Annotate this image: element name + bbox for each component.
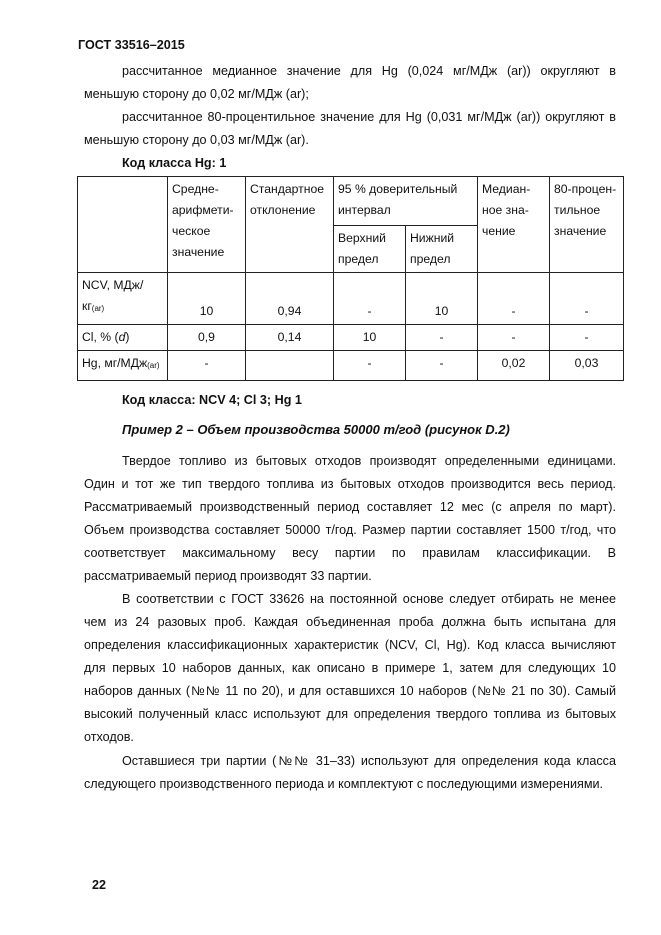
table-header-empty [78, 177, 168, 273]
cell-p80: 0,03 [550, 351, 624, 381]
paragraph-remaining: Оставшиеся три партии (№№ 31–33) используют для определения кода класса следующего производственного периода и комплектуют с последующими измерениями. [84, 754, 616, 791]
cell-mean: - [168, 351, 246, 381]
table-row [78, 325, 624, 351]
cell-std: 0,94 [246, 273, 334, 325]
paragraph-sampling: В соответствии с ГОСТ 33626 на постоянной основе следует отбирать не менее чем из 24 разовых проб. Каждая объединенная проба должна быть испытана для определения классификационных характеристик (NCV, Cl, Hg). Код класса вычисляют для первых 10 наборов данных, как описано в примере 1, затем для следующих 10 наборов данных (№№ 11 по 20), и для оставшихся 10 наборов (№№ 21 по 30). Самый высокий полученный класс используют для определения твердого топлива из бытовых отходов. [84, 592, 616, 744]
table-header-row [78, 177, 624, 226]
table-header-p80: 80-процен-тильное значение [550, 177, 624, 273]
cell-lower: - [406, 351, 478, 381]
intro-paragraph-percentile: рассчитанное 80-процентильное значение для Hg (0,031 мг/МДж (ar)) округляют в меньшую сторону до 0,03 мг/МДж (ar). [84, 110, 616, 147]
cell-median: - [478, 325, 550, 351]
class-code-full: Код класса: NCV 4; Cl 3; Hg 1 [122, 393, 302, 407]
table-header-median: Медиан-ное зна-чение [478, 177, 550, 273]
intro-paragraph-median: рассчитанное медианное значение для Hg (0,024 мг/МДж (ar)) округляют в меньшую сторону до 0,02 мг/МДж (ar); [84, 64, 616, 101]
cell-p80: - [550, 273, 624, 325]
cell-std: 0,14 [246, 325, 334, 351]
cell-upper: - [334, 351, 406, 381]
class-code-hg: Код класса Hg: 1 [122, 156, 227, 170]
row-label-ncv: NCV, МДж/$кг_{(ar)}$ [78, 273, 168, 325]
statistics-table [77, 176, 624, 381]
table-header-ci-upper: Верхний предел [334, 226, 406, 273]
table-row [78, 351, 624, 381]
table-row [78, 273, 624, 325]
document-header: ГОСТ 33516–2015 [78, 38, 185, 52]
table-header-std: Стандартное отклонение [246, 177, 334, 273]
cell-lower: - [406, 325, 478, 351]
cell-median: - [478, 273, 550, 325]
example-2-title: Пример 2 – Объем производства 50000 т/год (рисунок D.2) [122, 422, 510, 437]
row-label-hg: Hg, мг/МДж$_{(ar)}$ [78, 351, 168, 381]
cell-mean: 0,9 [168, 325, 246, 351]
cell-p80: - [550, 325, 624, 351]
table-header-mean: Средне-арифмети-ческое значение [168, 177, 246, 273]
paragraph-production: Твердое топливо из бытовых отходов производят определенными единицами. Один и тот же тип твердого топлива из бытовых отходов производится весь период. Рассматриваемый производственный период составляет 12 мес (с апреля по март). Объем производства составляет 50000 т/год. Размер партии составляет 1500 т/год, что соответствует максимальному весу партии по правилам классификации. В рассматриваемый период производят 33 партии. [84, 454, 616, 583]
cell-mean: 10 [168, 273, 246, 325]
cell-lower: 10 [406, 273, 478, 325]
table-header-ci: 95 % доверительный интервал [334, 177, 478, 226]
cell-upper: - [334, 273, 406, 325]
page-number: 22 [92, 878, 107, 892]
cell-upper: 10 [334, 325, 406, 351]
cell-std [246, 351, 334, 381]
table-header-ci-lower: Нижний предел [406, 226, 478, 273]
cell-median: 0,02 [478, 351, 550, 381]
row-label-cl: Cl, % (d) [78, 325, 168, 351]
